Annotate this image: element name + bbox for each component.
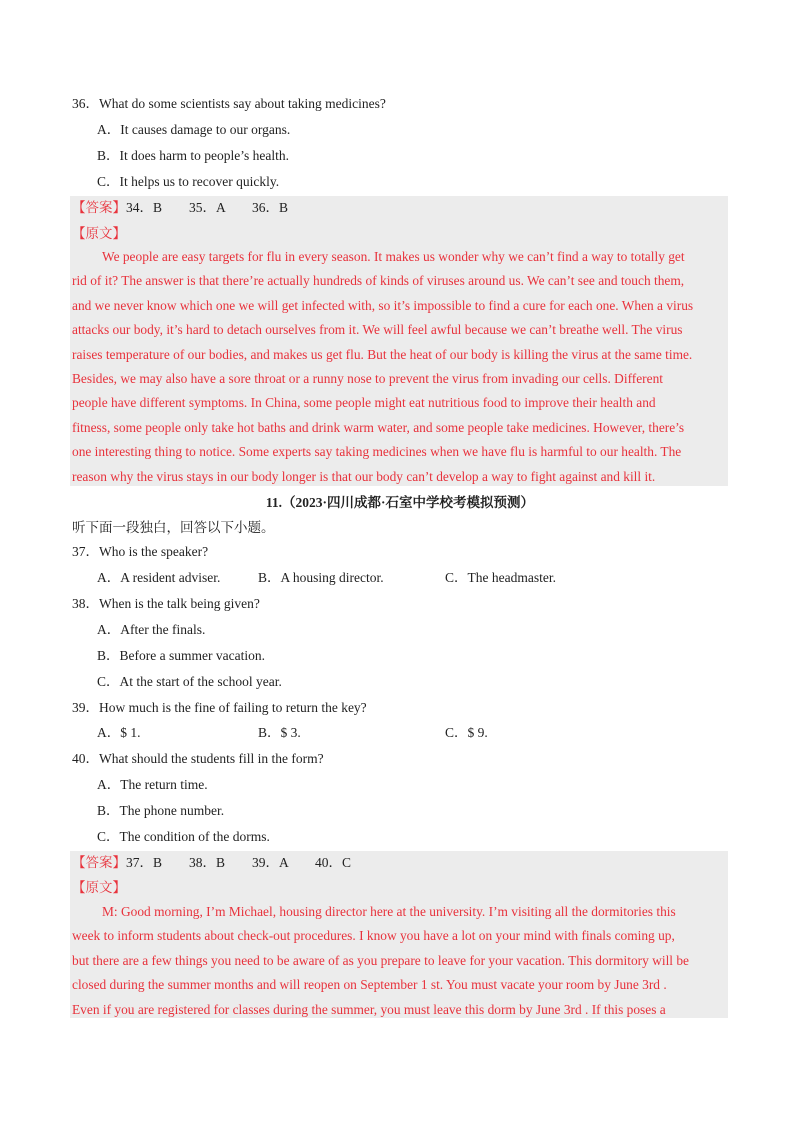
question-39-stem: 39．How much is the fine of failing to return the key? xyxy=(72,700,367,715)
question-40-option-b: B．The phone number. xyxy=(97,803,225,818)
question-39-option-a: A．$ 1. xyxy=(97,725,141,740)
passage-line: fitness, some people only take hot baths and drink warm water, and some people take medicines. However, there’s xyxy=(72,419,685,435)
answer-line-2 xyxy=(72,854,351,872)
passage-line: and we never know which one we will get infected with, so it’s impossible to find a cure for each one. When a virus xyxy=(72,297,694,313)
question-39-option-c: C．$ 9. xyxy=(445,725,488,740)
passage-line: but there are a few things you need to be aware of as you prepare to leave for your vacation. This dormitory will be xyxy=(72,952,689,968)
transcript-passage-2 xyxy=(72,900,716,1022)
question-40-option-c: C．The condition of the dorms. xyxy=(97,829,270,844)
question-39-option-b: B．$ 3. xyxy=(258,725,301,740)
answer-line-1 xyxy=(72,199,288,217)
passage-line: week to inform students about check-out procedures. I know you have a lot on your mind with finals coming up, xyxy=(72,928,675,944)
passage-line: attacks our body, it’s hard to detach ourselves from it. We will feel awful because we can’t breathe well. The virus xyxy=(72,322,683,338)
section-instruction: 听下面一段独白，回答以下小题。 xyxy=(72,520,275,535)
question-40-option-a: A．The return time. xyxy=(97,777,208,792)
question-37-option-a: A．A resident adviser. xyxy=(97,570,221,585)
passage-line: raises temperature of our bodies, and makes us get flu. But the heat of our body is killing the virus at the same time. xyxy=(72,346,693,362)
original-tag: 【原文】 xyxy=(72,880,126,895)
question-40-stem: 40．What should the students fill in the form? xyxy=(72,751,324,766)
original-tag: 【原文】 xyxy=(72,226,126,241)
answer-tag: 【答案】 xyxy=(72,200,126,215)
question-36-option-b: B．It does harm to people’s health. xyxy=(97,148,289,163)
answer-text: 34．B 35．A 36．B xyxy=(126,200,289,215)
question-38-option-a: A．After the finals. xyxy=(97,622,206,637)
question-38-option-c: C．At the start of the school year. xyxy=(97,674,282,689)
question-37-stem: 37．Who is the speaker? xyxy=(72,544,209,559)
passage-line: We people are easy targets for flu in every season. It makes us wonder why we can’t find a way to totally get xyxy=(102,249,685,264)
question-38-stem: 38．When is the talk being given? xyxy=(72,596,260,611)
passage-line: reason why the virus stays in our body longer is that our body can’t develop a way to fight against and kill it. xyxy=(72,468,656,484)
passage-line: closed during the summer months and will reopen on September 1 st. You must vacate your room by June 3rd . xyxy=(72,977,667,993)
question-36-stem: 36．What do some scientists say about taking medicines? xyxy=(72,96,386,111)
question-37-option-b: B．A housing director. xyxy=(258,570,384,585)
section-title: 11.（2023·四川成都·石室中学校考模拟预测） xyxy=(265,495,535,510)
answer-tag: 【答案】 xyxy=(72,855,126,870)
passage-line: one interesting thing to notice. Some experts say taking medicines when we have flu is harmful to our health. The xyxy=(72,444,682,460)
question-36-option-a: A．It causes damage to our organs. xyxy=(97,122,291,137)
passage-line: people have different symptoms. In China, some people might eat nutritious food to improve their health and xyxy=(72,395,656,411)
question-36-option-c: C．It helps us to recover quickly. xyxy=(97,174,280,189)
question-38-option-b: B．Before a summer vacation. xyxy=(97,648,265,663)
answer-text: 37．B 38．B 39．A 40．C xyxy=(126,855,352,870)
question-37-option-c: C．The headmaster. xyxy=(445,570,556,585)
passage-line: M: Good morning, I’m Michael, housing director here at the university. I’m visiting all the dormitories this xyxy=(102,904,676,919)
passage-line: Besides, we may also have a sore throat or a runny nose to prevent the virus from invading our cells. Different xyxy=(72,371,664,387)
transcript-passage-1 xyxy=(72,245,716,489)
passage-line: rid of it? The answer is that there’re actually hundreds of kinds of viruses around us. We can’t see and touch them, xyxy=(72,273,685,289)
passage-line: Even if you are registered for classes during the summer, you must leave this dorm by June 3rd . If this poses a xyxy=(72,1001,666,1017)
